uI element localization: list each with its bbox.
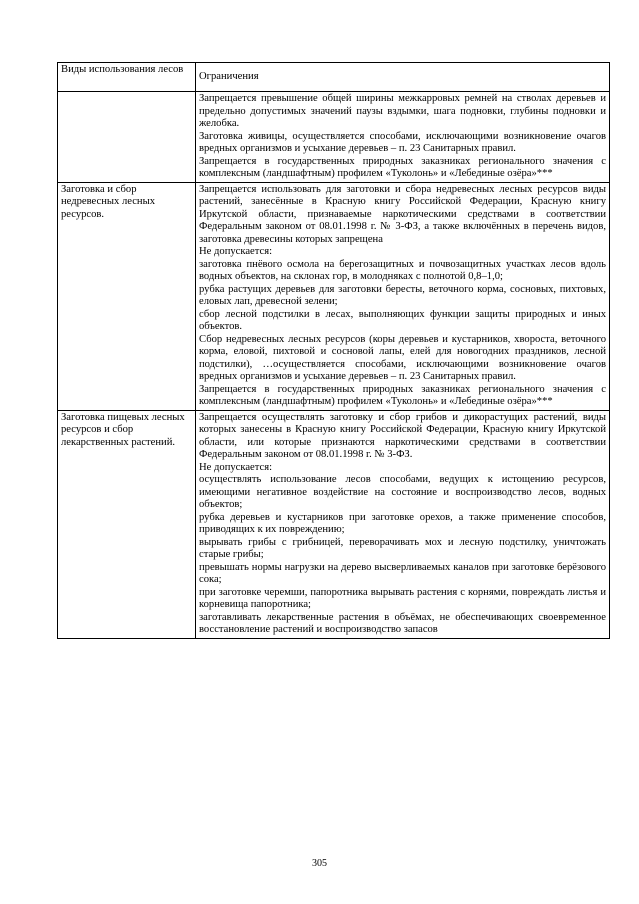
row-3-paragraph-1: Запрещается осуществлять заготовку и сбор грибов и дикорастущих растений, виды которых занесены в Красную книгу Российской Федерации, Красную книгу Иркутской области, или которые признаются наркотическими средствами в соответствии Федеральным законом от 08.01.1998 г. № 3-ФЗ. — [199, 411, 606, 460]
row-2-paragraph-6: Сбор недревесных лесных ресурсов (коры деревьев и кустарников, хвороста, веточного корма, еловой, пихтовой и сосновой лапы, елей для новогодних праздников, лесной подстилки), …осуществляется способами, исключающими возникновение очагов вредных организмов и усыхание деревьев – п. 23 Санитарных правил. — [199, 333, 606, 382]
row-2-restrictions — [196, 182, 610, 410]
row-3-restrictions — [196, 410, 610, 638]
row-3-use-type: Заготовка пищевых лесных ресурсов и сбор лекарственных растений. — [58, 410, 196, 638]
row-1-use-type — [58, 92, 196, 183]
table-header-row — [58, 63, 610, 92]
header-forest-use-types: Виды использования лесов — [58, 63, 196, 92]
row-3-paragraph-3: осуществлять использование лесов способами, ведущих к истощению ресурсов, имеющими негативное воздействие на состояние и воспроизводство лесов, водных объектов; — [199, 474, 606, 510]
row-1-paragraph-3: Запрещается в государственных природных заказниках регионального значения с комплексным (ландшафтным) профилем «Туколонь» и «Лебединые озёра»*** — [199, 155, 606, 179]
row-3-paragraph-4: рубка деревьев и кустарников при заготовке орехов, а также применение способов, приводящих к их повреждению; — [199, 511, 606, 535]
table-row — [58, 410, 610, 638]
row-2-use-type: Заготовка и сбор недревесных лесных ресурсов. — [58, 182, 196, 410]
row-3-paragraph-7: при заготовке черемши, папоротника вырывать растения с корнями, повреждать листья и корневища папоротника; — [199, 586, 606, 610]
row-2-paragraph-1: Запрещается использовать для заготовки и сбора недревесных лесных ресурсов виды растений, занесённые в Красную книгу Российской Федерации, Красную книгу Иркутской области, признаваемые наркотическими средствами в соответствии Федеральным законом от 08.01.1998 г. № 3-ФЗ, а также включённых в перечень видов, заготовка древесины которых запрещена — [199, 183, 606, 245]
row-1-paragraph-2: Заготовка живицы, осуществляется способами, исключающими возникновение очагов вредных организмов и усыхание деревьев – п. 23 Санитарных правил. — [199, 130, 606, 154]
table-row — [58, 182, 610, 410]
row-2-paragraph-2: Не допускается: — [199, 246, 273, 257]
row-1-paragraph-1: Запрещается превышение общей ширины межкарровых ремней на стволах деревьев и предельно допустимых значений паузы вздымки, шага подновки, глубины подновки и желобка. — [199, 93, 606, 129]
page-number: 305 — [312, 858, 327, 869]
row-3-paragraph-2: Не допускается: — [199, 461, 273, 473]
restrictions-table — [57, 62, 610, 639]
table-row — [58, 92, 610, 183]
row-3-paragraph-5: вырывать грибы с грибницей, переворачивать мох и лесную подстилку, уничтожать старые грибы; — [199, 536, 606, 560]
row-2-paragraph-4: рубка растущих деревьев для заготовки бересты, веточного корма, сосновых, пихтовых, еловых лап, древесной зелени; — [199, 283, 606, 307]
header-restrictions: Ограничения — [196, 63, 610, 92]
row-1-restrictions — [196, 92, 610, 183]
row-2-paragraph-5: сбор лесной подстилки в лесах, выполняющих функции защиты природных и иных объектов. — [199, 308, 606, 332]
row-3-paragraph-6: превышать нормы нагрузки на дерево высверливаемых каналов при заготовке берёзового сока; — [199, 561, 606, 585]
row-2-paragraph-7: Запрещается в государственных природных заказниках регионального значения с комплексным (ландшафтным) профилем «Туколонь» и «Лебединые озёра»*** — [199, 383, 606, 407]
row-2-paragraph-3: заготовка пнёвого осмола на берегозащитных и почвозащитных участках лесов вдоль водных объектов, на склонах гор, в молодняках с полнотой 0,8–1,0; — [199, 258, 606, 282]
row-3-paragraph-8: заготавливать лекарственные растения в объёмах, не обеспечивающих своевременное восстановление растений и воспроизводство запасов — [199, 611, 606, 635]
